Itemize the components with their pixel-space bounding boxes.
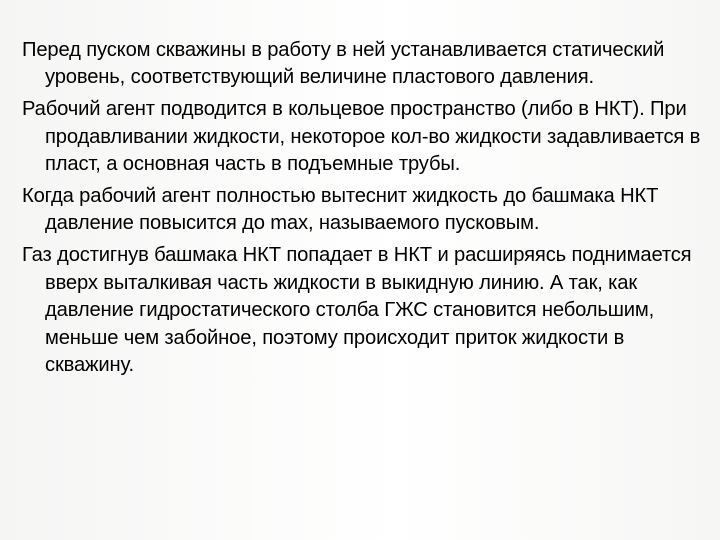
paragraph-starting-pressure: Когда рабочий агент полностью вытеснит жидкость до башмака НКТ давление повысится до max, называемого пусковым. (22, 185, 659, 235)
paragraph-working-agent: Рабочий агент подводится в кольцевое пространство (либо в НКТ). При продавливании жидкости, некоторое кол-во жидкости задавливается в пласт, а основная часть в подъемные трубы. (22, 98, 701, 176)
slide-body (22, 37, 708, 384)
paragraph-gas-lift: Газ достигнув башмака НКТ попадает в НКТ и расширяясь поднимается вверх выталкивая часть жидкости в выкидную линию. А так, как давление гидростатического столба ГЖС становится небольшим, меньше чем забойное, поэтому происходит приток жидкости в скважину. (22, 244, 692, 376)
paragraph-static-level: Перед пуском скважины в работу в ней устанавливается статический уровень, соответствующий величине пластового давления. (22, 39, 665, 89)
